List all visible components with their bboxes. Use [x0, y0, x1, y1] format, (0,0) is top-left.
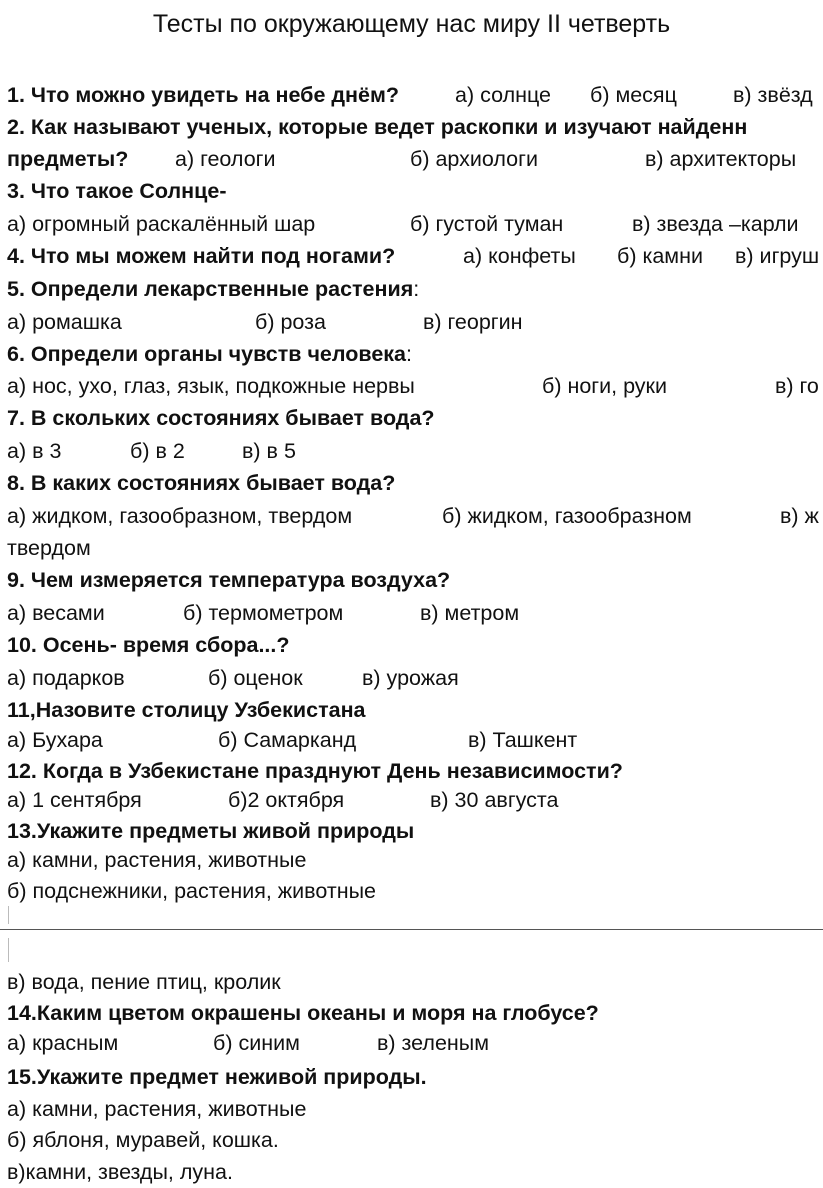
- question-7-text: 7. В скольких состояниях бывает вода?: [7, 406, 435, 430]
- question-7-option-a: а) в 3: [7, 439, 62, 463]
- question-4-option-c: в) игруш: [735, 244, 820, 268]
- question-11: [7, 697, 366, 725]
- question-2-option-a: а) геологи: [175, 147, 276, 171]
- question-9-option-a: а) весами: [7, 601, 105, 625]
- question-2-line-1: [7, 114, 747, 142]
- question-6-text: 6. Определи органы чувств человека: [7, 342, 407, 366]
- question-2-text: 2. Как называют ученых, которые ведет раскопки и изучают найденн: [7, 115, 748, 139]
- page-title: Тесты по окружающему нас миру II четверть: [152, 10, 671, 38]
- page-margin-mark-top: [0, 906, 9, 924]
- question-9-option-c: в) метром: [420, 601, 520, 625]
- question-3-option-a: а) огромный раскалённый шар: [7, 212, 316, 236]
- question-14-option-b: б) синим: [213, 1031, 300, 1055]
- question-1-option-a: а) солнце: [455, 83, 552, 107]
- question-10-text: 10. Осень- время сбора...?: [7, 633, 290, 657]
- question-14-text: 14.Каким цветом окрашены океаны и моря на глобусе?: [7, 1001, 599, 1025]
- question-3-option-c: в) звезда –карли: [632, 212, 799, 236]
- question-15-option-b: б) яблоня, муравей, кошка.: [7, 1128, 279, 1152]
- question-13-option-c: в) вода, пение птиц, кролик: [7, 970, 281, 994]
- question-5-option-a: а) ромашка: [7, 310, 122, 334]
- question-3: [7, 178, 227, 206]
- question-14: [7, 1000, 599, 1028]
- question-6-option-a: а) нос, ухо, глаз, язык, подкожные нервы: [7, 374, 415, 398]
- question-14-option-c: в) зеленым: [377, 1031, 490, 1055]
- question-10-option-c: в) урожая: [362, 666, 459, 690]
- question-12-text: 12. Когда в Узбекистане празднуют День независимости?: [7, 759, 623, 783]
- question-5-option-b: б) роза: [255, 310, 326, 334]
- question-6: [7, 341, 412, 369]
- question-2-option-c: в) архитекторы: [645, 147, 797, 171]
- question-2-option-b: б) архиологи: [410, 147, 538, 171]
- question-4: [7, 243, 395, 271]
- question-8: [7, 470, 395, 498]
- question-8-option-c: в) ж: [780, 504, 819, 528]
- question-3-option-b: б) густой туман: [410, 212, 564, 236]
- question-8-option-a: а) жидком, газообразном, твердом: [7, 504, 353, 528]
- question-13: [7, 818, 414, 846]
- question-15-option-c: в)камни, звезды, луна.: [7, 1160, 233, 1184]
- question-6-option-c: в) го: [775, 374, 819, 398]
- page-margin-mark-bottom: [0, 938, 9, 962]
- question-13-option-b: б) подснежники, растения, животные: [7, 879, 376, 903]
- question-5-text: 5. Определи лекарственные растения: [7, 277, 414, 301]
- question-15-option-a: а) камни, растения, животные: [7, 1097, 307, 1121]
- question-4-option-b: б) камни: [617, 244, 703, 268]
- question-5-option-c: в) георгин: [423, 310, 523, 334]
- question-15-text: 15.Укажите предмет неживой природы.: [7, 1065, 427, 1089]
- question-13-text: 13.Укажите предметы живой природы: [7, 819, 415, 843]
- question-1-option-b: б) месяц: [590, 83, 677, 107]
- question-8-text: 8. В каких состояниях бывает вода?: [7, 471, 396, 495]
- question-13-option-a: а) камни, растения, животные: [7, 848, 307, 872]
- question-9-text: 9. Чем измеряется температура воздуха?: [7, 568, 451, 592]
- question-10: [7, 632, 290, 660]
- question-3-text: 3. Что такое Солнце-: [7, 179, 227, 203]
- question-2-text-continued: предметы?: [7, 147, 129, 171]
- question-11-option-b: б) Самарканд: [218, 728, 357, 752]
- question-10-option-b: б) оценок: [208, 666, 303, 690]
- question-9-option-b: б) термометром: [183, 601, 344, 625]
- question-12-option-b: б)2 октября: [228, 788, 345, 812]
- question-11-option-c: в) Ташкент: [468, 728, 578, 752]
- question-6-colon: :: [406, 342, 412, 366]
- question-8-option-b: б) жидком, газообразном: [442, 504, 692, 528]
- question-5-colon: :: [413, 277, 420, 301]
- question-7-option-b: б) в 2: [130, 439, 185, 463]
- question-6-option-b: б) ноги, руки: [542, 374, 667, 398]
- question-14-option-a: а) красным: [7, 1031, 119, 1055]
- question-10-option-a: а) подарков: [7, 666, 125, 690]
- question-9: [7, 567, 450, 595]
- question-1-text: 1. Что можно увидеть на небе днём?: [7, 83, 400, 107]
- page-break-divider: [0, 929, 823, 930]
- question-2-line-2: [7, 146, 128, 174]
- question-11-text: 11,Назовите столицу Узбекистана: [7, 698, 366, 722]
- question-11-option-a: а) Бухара: [7, 728, 103, 752]
- question-4-option-a: а) конфеты: [463, 244, 576, 268]
- question-5: [7, 276, 419, 304]
- question-1: [7, 82, 399, 110]
- question-7: [7, 405, 435, 433]
- question-12-option-c: в) 30 августа: [430, 788, 559, 812]
- question-4-text: 4. Что мы можем найти под ногами?: [7, 244, 396, 268]
- question-12-option-a: а) 1 сентября: [7, 788, 142, 812]
- question-8-option-continuation: твердом: [7, 536, 91, 560]
- question-1-option-c: в) звёзд: [733, 83, 813, 107]
- question-12: [7, 758, 623, 786]
- question-7-option-c: в) в 5: [242, 439, 296, 463]
- question-15: [7, 1064, 427, 1092]
